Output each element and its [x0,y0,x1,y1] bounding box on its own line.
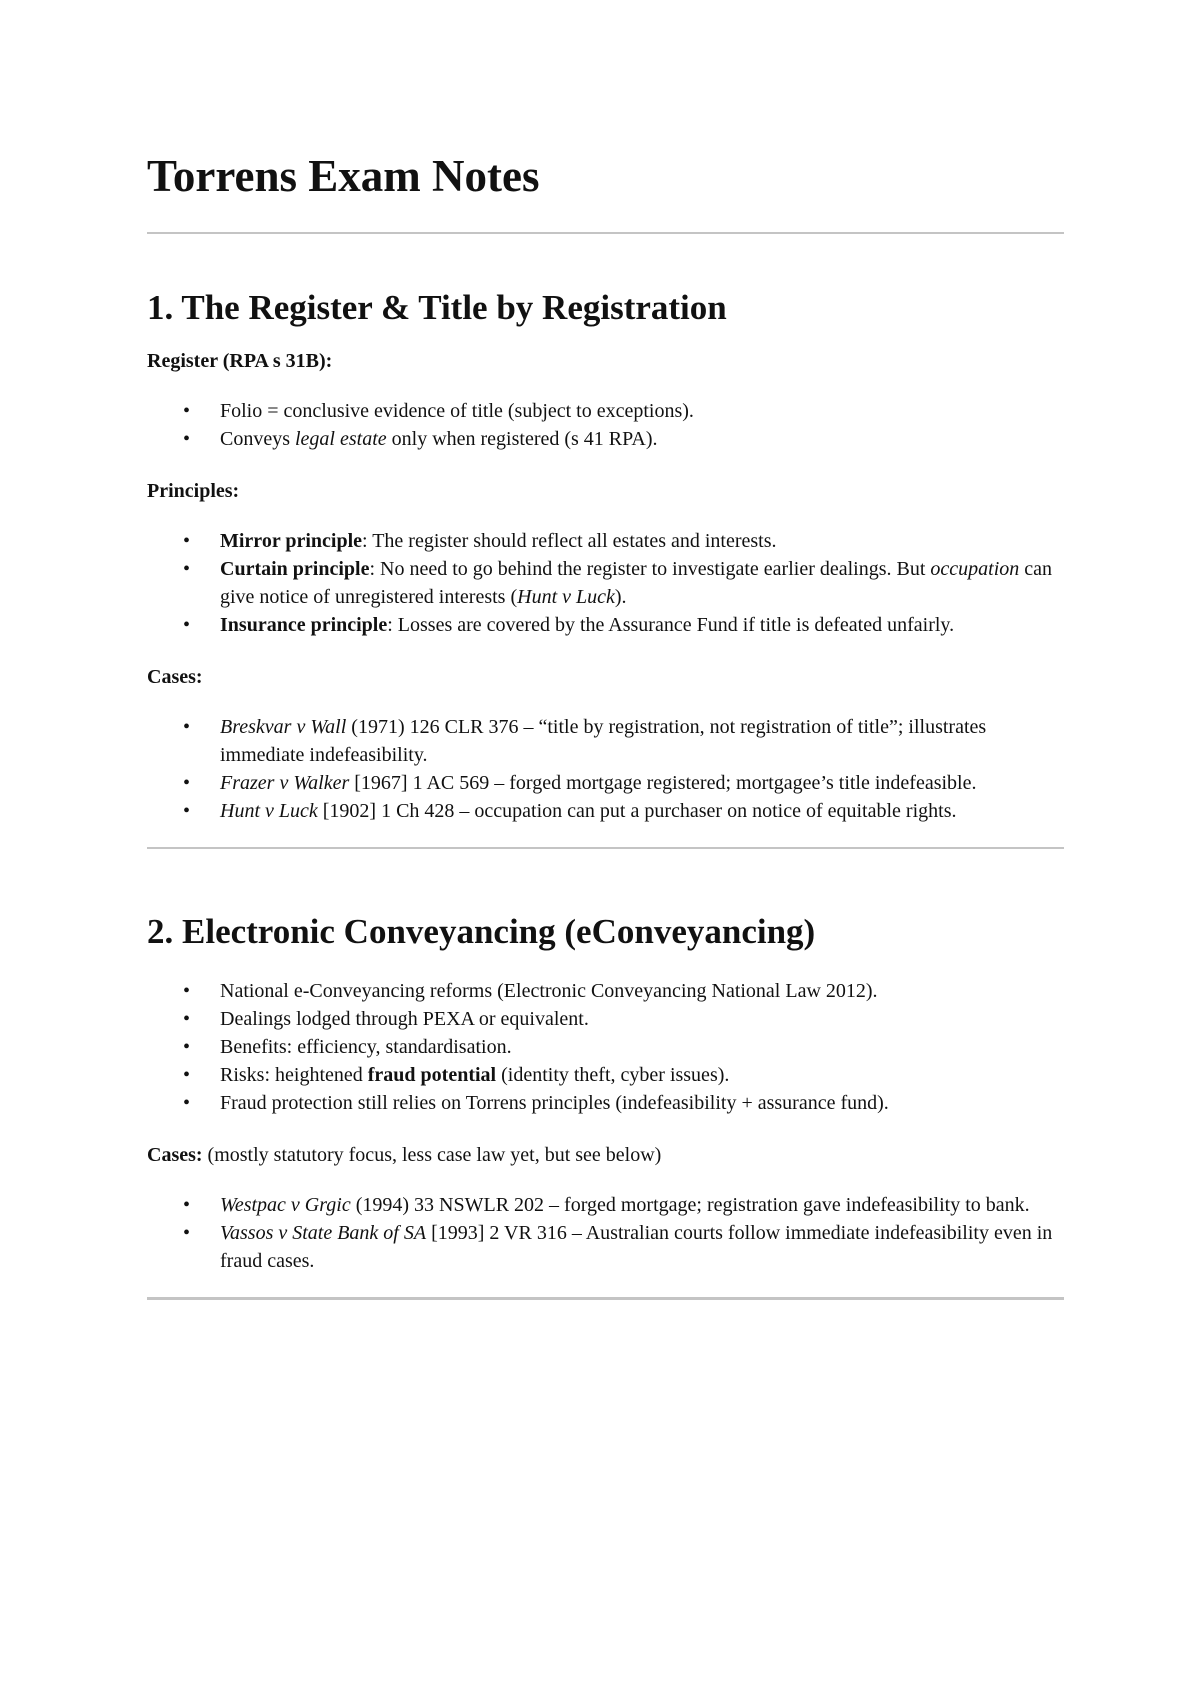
cases-list [147,1191,1064,1275]
principles-label: Principles: [147,480,240,502]
list-item: • Fraud protection still relies on Torrens principles (indefeasibility + assurance fund). [220,1089,1064,1117]
list-item: • Dealings lodged through PEXA or equivalent. [220,1005,1064,1033]
document-content [147,150,1064,1300]
list-item: • Insurance principle: Losses are covered by the Assurance Fund if title is defeated unfairly. [220,611,1064,639]
econveyancing-list [147,977,1064,1117]
list-item: • Mirror principle: The register should reflect all estates and interests. [220,527,1064,555]
register-label: Register (RPA s 31B): [147,350,333,372]
list-item: • Breskvar v Wall (1971) 126 CLR 376 – “title by registration, not registration of title”; illustrates immediate indefeasibility. [220,713,1064,769]
list-item: • Conveys legal estate only when registered (s 41 RPA). [220,425,1064,453]
list-item: • Frazer v Walker [1967] 1 AC 569 – forged mortgage registered; mortgagee’s title indefeasible. [220,769,1064,797]
list-item: • Hunt v Luck [1902] 1 Ch 428 – occupation can put a purchaser on notice of equitable rights. [220,797,1064,825]
list-item: • Curtain principle: No need to go behind the register to investigate earlier dealings. But occupation can give notice of unregistered interests (Hunt v Luck). [220,555,1064,611]
list-item: • Vassos v State Bank of SA [1993] 2 VR 316 – Australian courts follow immediate indefeasibility even in fraud cases. [220,1219,1064,1275]
list-item: • National e-Conveyancing reforms (Electronic Conveyancing National Law 2012). [220,977,1064,1005]
list-item: • Folio = conclusive evidence of title (subject to exceptions). [220,397,1064,425]
section-heading-register: 1. The Register & Title by Registration [147,288,727,327]
list-item: • Risks: heightened fraud potential (identity theft, cyber issues). [220,1061,1064,1089]
section-heading-econveyancing: 2. Electronic Conveyancing (eConveyancing) [147,912,816,951]
cases-list [147,713,1064,825]
page-title: Torrens Exam Notes [147,151,540,201]
principles-list [147,527,1064,639]
list-item: • Benefits: efficiency, standardisation. [220,1033,1064,1061]
cases-label: Cases: (mostly statutory focus, less case law yet, but see below) [147,1144,662,1166]
divider [147,1297,1064,1300]
list-item: • Westpac v Grgic (1994) 33 NSWLR 202 – forged mortgage; registration gave indefeasibility to bank. [220,1191,1064,1219]
register-list [147,397,1064,453]
cases-label: Cases: [147,666,203,688]
